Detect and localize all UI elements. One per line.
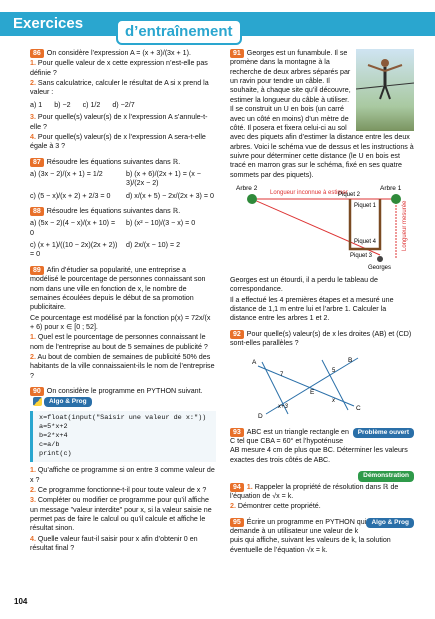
question-text: Au bout de combien de semaines de publicité 50% des habitants de la ville connaissaient-ils le nom de l’entreprise ? xyxy=(30,353,215,380)
point-D: D xyxy=(258,412,263,420)
demonstration-badge: Démonstration xyxy=(358,471,414,482)
length-x: x xyxy=(332,397,335,404)
option: d) −2/7 xyxy=(112,100,135,109)
page-header xyxy=(0,0,435,42)
question-number: 3. xyxy=(30,496,36,505)
exercise-number: 86 xyxy=(30,49,44,58)
exercise-number: 90 xyxy=(30,387,44,396)
question-number: 2. xyxy=(30,353,36,362)
equation: d) 2x/(x − 10) = 2 xyxy=(126,241,181,250)
algo-prog-badge: Algo & Prog xyxy=(366,518,414,529)
exercise-88 xyxy=(30,207,216,260)
exercise-text: ABC est un triangle rectangle en C tel que CBA = 60° et l’hypoténuse AB mesure 4 cm de plus que BC. Déterminer les valeurs exactes des trois côtés de ABC. xyxy=(230,427,408,464)
exercise-89 xyxy=(30,266,216,381)
exercise-number: 91 xyxy=(230,49,244,58)
arbre1-label: Arbre 1 xyxy=(380,185,402,193)
question-text: Rappeler la propriété de résolution dans ℝ de l’équation de √x = k. xyxy=(230,482,399,500)
question-number: 2. xyxy=(30,79,36,88)
question-text: Pour quelle(s) valeur(s) de x l’expression A s’annule-t-elle ? xyxy=(30,113,208,131)
model-function: Ce pourcentage est modélisé par la fonction p(x) = 72x/(x + 6) pour x ∈ [0 ; 52]. xyxy=(30,313,211,331)
question-text: Ce programme fonctionne-t-il pour toute valeur de x ? xyxy=(37,486,207,495)
exercise-number: 89 xyxy=(30,266,44,275)
exercise-number: 92 xyxy=(230,330,244,339)
point-A: A xyxy=(252,358,257,366)
length-x-plus-3: x+3 xyxy=(278,403,288,410)
question-number: 1. xyxy=(30,59,36,68)
funambule-photo xyxy=(356,49,414,131)
exercise-86 xyxy=(30,49,216,152)
georges-label: Georges xyxy=(368,265,392,272)
question-text: Qu’affiche ce programme si on entre 3 comme valeur de x ? xyxy=(30,466,215,484)
length-7: 7 xyxy=(280,371,284,378)
question-text: Pour quelle(s) valeur(s) de x l’expression A sera-t-elle égale à 3 ? xyxy=(30,132,206,151)
header-title: Exercices xyxy=(13,15,84,32)
page-number: 104 xyxy=(14,597,28,606)
equation: b) (x² − 10)/(3 − x) = 0 xyxy=(126,219,196,228)
parallel-lines-figure xyxy=(248,352,368,422)
option: a) 1 xyxy=(30,100,43,109)
exercise-number: 94 xyxy=(230,483,244,492)
tightrope-walker-figure xyxy=(356,49,414,131)
equation: a) (5x − 2)(4 − x)/(x + 10) = 0 xyxy=(30,219,116,237)
right-column xyxy=(230,48,414,561)
value-options xyxy=(30,101,216,110)
exercise-94 xyxy=(230,471,414,512)
python-logo-icon xyxy=(33,397,42,406)
piquet3-label: Piquet 3 xyxy=(350,253,373,260)
exercise-intro: Résoudre les équations suivantes dans ℝ. xyxy=(46,157,181,166)
exercise-91 xyxy=(230,49,414,324)
question-number: 1. xyxy=(246,482,253,491)
question-number: 1. xyxy=(30,466,36,475)
piquet1-label: Piquet 1 xyxy=(354,203,377,210)
question-text: Quel est le pourcentage de personnes connaissant le nom de l’entreprise au bout de 5 semaines de publicité ? xyxy=(30,333,208,351)
exercise-number: 88 xyxy=(30,207,44,216)
header-pill: d’entraînement xyxy=(116,19,242,45)
equation-list xyxy=(30,170,216,201)
exercise-number: 87 xyxy=(30,158,44,167)
algo-prog-badge: Algo & Prog xyxy=(44,397,92,408)
exercise-93 xyxy=(230,428,414,465)
question-text: Pour quelle valeur de x cette expression n’est-elle pas définie ? xyxy=(30,59,208,77)
exercise-intro: On considère l’expression A = (x + 3)/(3x + 1). xyxy=(46,49,191,57)
equation-list xyxy=(30,219,216,259)
question-text: Démontrer cette propriété. xyxy=(237,502,321,511)
exercise-text: Georges est un funambule. Il se promène dans la montagne à la recherche de deux arbres séparés par un ravin pour tendre un câble. Il souhaite, à chaque site qu’il découvre, estimer la longueur du câble à utiliser. Il se construit un U en bois (un carré avec un côté en moins) d’un mètre de côté. Il posera et fixera celui-ci au sol avec des piquets afin d’estimer la distance entre les deux arbres. Voici le schéma vue de dessus et les instructions à suivre pour déterminer cette distance (le U en bois est tracé en marron gras sur le schéma, fixé en ses quatre sommets par des piquets). xyxy=(230,49,414,179)
question-number: 3. xyxy=(30,113,36,122)
point-B: B xyxy=(348,356,353,364)
arbre2-label: Arbre 2 xyxy=(236,185,258,193)
open-problem-badge: Problème ouvert xyxy=(353,428,414,439)
exercise-intro: Résoudre les équations suivantes dans ℝ. xyxy=(46,207,181,216)
exercise-text: Afin d’étudier sa popularité, une entreprise a modélisé le pourcentage de personnes connaissant son nom dans une ville en fonction de x, le nombre de semaines écoulées depuis le début de sa promotion publicitaire. xyxy=(30,265,206,312)
question-text: Sans calculatrice, calculer le résultat de A si x prend la valeur : xyxy=(30,79,209,97)
python-code-block: x=float(input("Saisir une valeur de x:")) a=5*x+2 b=2*x+4 c=a/b print(c) xyxy=(30,411,216,462)
length-5: 5 xyxy=(332,367,336,374)
equation: b) (x + 6)/(2x + 1) = (x − 3)/(2x − 2) xyxy=(126,169,201,188)
exercise-text: Il a effectué les 4 premières étapes et a mesuré une distance de 1,1 m entre lui et l’arbre 1. Calculer la distance entre les arbres 1 et 2. xyxy=(230,295,394,323)
exercise-intro: On considère le programme en PYTHON suivant. xyxy=(46,387,203,396)
point-C: C xyxy=(356,404,361,412)
exercise-92 xyxy=(230,330,414,422)
option: b) −2 xyxy=(54,100,71,109)
exercise-text: Georges est un étourdi, il a perdu le tableau de correspondance. xyxy=(230,276,378,294)
question-number: 4. xyxy=(30,132,36,141)
tree-distance-diagram xyxy=(230,183,414,273)
piquet4-label: Piquet 4 xyxy=(354,239,377,246)
exercise-text: Pour quelle(s) valeur(s) de x les droites (AB) et (CD) sont-elles parallèles ? xyxy=(230,329,412,348)
left-column xyxy=(30,48,216,560)
question-number: 1. xyxy=(30,333,36,342)
exercise-number: 95 xyxy=(230,518,244,527)
unknown-length-label: Longueur inconnue à estimer xyxy=(270,190,348,197)
measured-length-label: Longueur mesurée xyxy=(402,200,408,252)
equation: a) (3x − 2)/(x + 1) = 1/2 xyxy=(30,169,103,178)
question-text: Compléter ou modifier ce programme pour qu’il affiche un message "valeur interdite" pour x, si la valeur saisie ne permet pas de faire le calcul ou qu’il calcule et affiche le résultat sinon. xyxy=(30,496,212,533)
point-E: E xyxy=(310,388,315,396)
exercise-95 xyxy=(230,518,414,555)
exercise-90 xyxy=(30,387,216,553)
exercise-number: 93 xyxy=(230,428,244,437)
question-number: 4. xyxy=(30,534,36,543)
question-text: Quelle valeur faut-il saisir pour x afin d’obtenir 0 en résultat final ? xyxy=(30,534,198,553)
option: c) 1/2 xyxy=(82,100,101,109)
equation: c) (5 − x)/(x + 2) + 2/3 = 0 xyxy=(30,191,111,200)
equation: d) x/(x + 5) − 2x/(2x + 3) = 0 xyxy=(126,191,214,200)
question-number: 2. xyxy=(30,486,36,495)
question-number: 2. xyxy=(230,502,236,511)
exercise-text: Écrire un programme en PYTHON qui demande à un utilisateur une valeur de k puis qui affiche, suivant les valeurs de k, la solution éventuelle de l’équation √x = k. xyxy=(230,517,391,554)
piquet2-label: Piquet 2 xyxy=(338,192,361,199)
exercise-87 xyxy=(30,158,216,201)
equation: c) (x + 1)/((10 − 2x)(2x + 2)) = 0 xyxy=(30,241,118,259)
